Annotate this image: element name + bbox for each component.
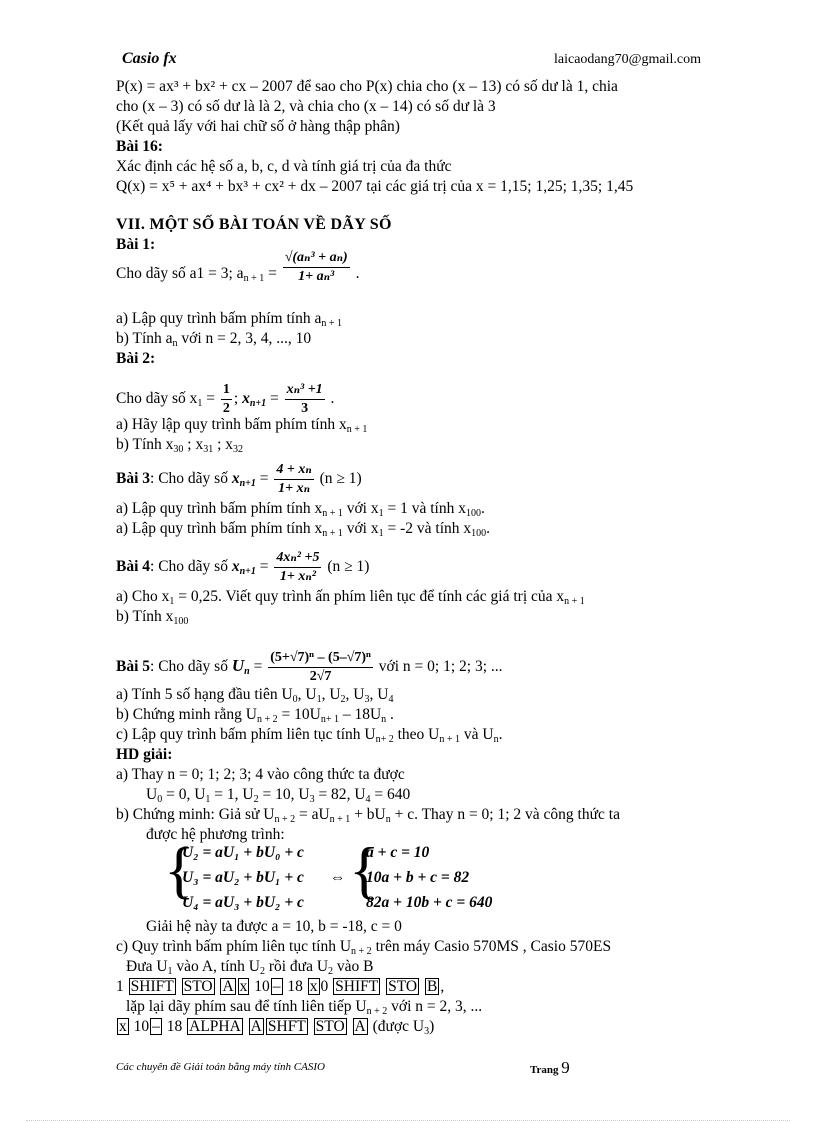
key-sto: STO [388, 978, 418, 995]
text: c) Quy trình bấm phím liên tục tính U [116, 938, 352, 955]
subscript: n [493, 734, 499, 745]
key-sequence-2 [116, 1018, 434, 1036]
text: lặp lại dãy phím sau để tính liên tiếp U [126, 998, 367, 1015]
subscript: 32 [233, 444, 244, 455]
text: : Cho dãy số [150, 658, 232, 676]
solution-part-c [116, 938, 611, 956]
key-sto: STO [183, 978, 213, 995]
text: – 18U [338, 706, 382, 723]
subscript: 0 [157, 794, 163, 805]
text: a) Tính 5 số hạng đầu tiên U [116, 686, 293, 703]
equals: = [264, 265, 281, 283]
bai4-part-b [116, 608, 188, 626]
bai4-part-a [116, 588, 585, 606]
solution-result: Giải hệ này ta được a = 10, b = -18, c = 0 [146, 918, 402, 935]
section-title: VII. MỘT SỐ BÀI TOÁN VỀ DÃY SỐ [116, 216, 392, 233]
denominator: 3 [301, 401, 309, 416]
subscript: 100 [471, 528, 487, 539]
subscript: 3 [309, 794, 315, 805]
subscript: 100 [173, 616, 189, 627]
subscript: 1 [378, 528, 384, 539]
solution-a-values: $U_0 = 0$, $U_1 = 1$, $U_2 = 10$, $U_3 = 82$, $U_4 = 640$ [146, 786, 411, 805]
text: a) Hãy lập quy trình bấm phím tính x [116, 416, 347, 433]
text: : Cho dãy số [150, 558, 232, 576]
condition: (n ≥ 1) [327, 558, 370, 576]
bai1-intro: Cho dãy số a1 = 3; $a_{n + 1}$ = $\frac{\text{√(aₙ³ + aₙ)}}{\text{1+ aₙ³}}$ . [116, 250, 360, 285]
subscript: 30 [173, 444, 184, 455]
solution-c-line-2 [126, 958, 374, 976]
key-minus: – [152, 1018, 160, 1035]
intro-line-2: cho (x – 3) có số dư là là 2, và chia cho (x – 14) có số dư là 3 [116, 98, 496, 115]
denominator: 2√7 [309, 669, 332, 684]
intro-line-1: P(x) = ax³ + bx² + cx – 2007 để sao cho P(x) chia cho (x – 13) có số dư là 1, chia [116, 78, 618, 95]
text: theo U [393, 726, 440, 743]
bai5-part-b: b) Chứng minh rằng $U_{n + 2} = 10U_{n+ 1} - 18U_n$ . [116, 706, 394, 725]
key-a: A [222, 978, 234, 995]
text: b) Tính x [116, 608, 174, 625]
subscript: n + 1 [439, 734, 460, 745]
key-multiply: x [119, 1018, 127, 1035]
key-sto: STO [315, 1018, 345, 1035]
subscript: 2 [340, 694, 346, 705]
key-shift: SHIFT [335, 978, 379, 995]
key-multiply: x [239, 978, 248, 995]
denominator: 1+ xₙ [278, 481, 310, 496]
footer-title: Các chuyên đề Giải toán bằng máy tính CASIO [116, 1061, 325, 1073]
key-sequence-1 [116, 978, 444, 996]
text: = -2 và tính x [383, 520, 472, 537]
bai3-intro: Bài 3: Cho dãy số $x_{n+1}$ = $\frac{\text{4 + xₙ}}{\text{1+ xₙ}}$ (n ≥ 1) [116, 462, 362, 496]
subscript: 2 [253, 794, 259, 805]
left-brace-icon: { [164, 834, 195, 905]
numerator: √(aₙ³ + aₙ) [283, 250, 350, 268]
bai3-formula [274, 462, 313, 497]
subscript: n + 1 [329, 814, 351, 825]
text: Cho dãy số x [116, 390, 198, 408]
text: b) Tính x [116, 436, 174, 453]
text: = 10U [277, 706, 321, 723]
text: = 1 và tính x [383, 500, 466, 517]
key-b: B [427, 978, 438, 995]
text: : Cho dãy số [150, 470, 232, 488]
numerator: (5+√7)ⁿ – (5–√7)ⁿ [268, 650, 373, 668]
key-minus: – [272, 978, 281, 995]
key-alpha: ALPHA [189, 1018, 241, 1035]
text: b) Chứng minh: Giả sử U [116, 806, 275, 823]
subscript: n + 1 [564, 596, 585, 607]
subscript: 1 [167, 966, 173, 977]
subscript: 1 [169, 596, 175, 607]
subscript: n [172, 338, 178, 349]
key-a: A [250, 1018, 262, 1035]
bai2-part-a [116, 416, 367, 434]
intro-line-3: (Kết quả lấy với hai chữ số ở hàng thập phân) [116, 118, 400, 135]
key-text: 10 [254, 978, 270, 995]
repeat-line [126, 998, 482, 1016]
text: và U [460, 726, 494, 743]
value: = 82 [314, 786, 347, 803]
system-right-row: 10a + b + c = 82 [366, 869, 470, 886]
system-right-row: a + c = 10 [366, 844, 430, 861]
solution-title: HD giải: [116, 746, 173, 763]
header-title: Casio fx [122, 50, 177, 67]
numerator: 4 + xₙ [274, 462, 313, 480]
subscript: 1 [316, 694, 322, 705]
text: (được U [368, 1018, 425, 1035]
key-text: 18 [166, 1018, 183, 1035]
text: Đưa U [126, 958, 168, 975]
bai1-formula [283, 250, 350, 285]
key-text: 18 [287, 978, 303, 995]
condition: (n ≥ 1) [319, 470, 362, 488]
text: = 0,25. Viết quy trình ấn phím liên tục để tính các giá trị của x [174, 588, 565, 605]
text: , [440, 978, 445, 995]
text: ) [429, 1018, 435, 1035]
system-left-row: U₂ = aU₁ + bU₀ + c [182, 844, 304, 861]
bai4-intro: Bài 4: Cho dãy số $x_{n+1}$ = $\frac{\text{4xₙ² +5}}{\text{1+ xₙ²}}$ (n ≥ 1) [116, 550, 370, 584]
system-right-row: 82a + 10b + c = 640 [366, 894, 493, 911]
subscript: 2 [259, 966, 265, 977]
subscript: n + 1 [243, 273, 265, 285]
denominator: 1+ xₙ² [279, 569, 316, 584]
numerator: 1 [221, 382, 232, 400]
equivalence-icon: ⇔ [330, 869, 346, 886]
bai5-part-a: a) Tính 5 số hạng đầu tiên $U_0$, $U_1$, $U_2$, $U_3$, $U_4$ [116, 686, 394, 705]
bai2-title: Bài 2: [116, 350, 156, 367]
text: a) Lập quy trình bấm phím tính x [116, 520, 323, 537]
page-number [530, 1058, 570, 1078]
bai16-title: Bài 16: [116, 138, 163, 155]
subscript: n+ 2 [375, 734, 394, 745]
key-text: 10 [133, 1018, 150, 1035]
bai2-intro: Cho dãy số $x_1$ = $\frac{1}{2}$ ; $x_{n+1}$ = $\frac{\text{xₙ³ +1}}{3}$ . [116, 382, 335, 416]
value: = 0 [162, 786, 187, 803]
bai3-title: Bài 3 [116, 470, 151, 488]
bai4-formula [274, 550, 321, 585]
value: = 10 [258, 786, 291, 803]
bai16-line-1: Xác định các hệ số a, b, c, d và tính giá trị của đa thức [116, 158, 452, 175]
system-left-row: U₃ = aU₂ + bU₁ + c [182, 869, 304, 886]
text: với x [342, 500, 379, 517]
subscript: 1 [197, 398, 203, 410]
subscript: 4 [388, 694, 394, 705]
key-text: 0 [320, 978, 329, 995]
subscript: n + 1 [346, 424, 368, 435]
subscript: n + 1 [321, 318, 342, 329]
page-label: Trang [530, 1064, 562, 1076]
bai3-part-b: a) Lập quy trình bấm phím tính $x_{n + 1}$ với $x_1 = -2$ và tính $x_{100}$. [116, 520, 491, 539]
solution-part-b [116, 806, 620, 824]
subscript: 4 [365, 794, 371, 805]
solution-b-line-2: được hệ phương trình: [146, 826, 285, 843]
subscript: n [381, 714, 387, 725]
text: với n = 2, 3, ... [387, 998, 483, 1015]
right-brace-icon: { [349, 834, 380, 905]
bai1-part-a [116, 310, 342, 328]
subscript: n + 2 [274, 814, 296, 825]
subscript: n+ 1 [320, 714, 339, 725]
page-value: 9 [561, 1058, 570, 1077]
key-multiply: x [309, 978, 318, 995]
key-shift: SHFT [267, 1018, 306, 1035]
subscript: n + 2 [257, 714, 278, 725]
subscript: 100 [465, 508, 481, 519]
key-text: 1 [116, 978, 124, 995]
bai16-line-2: Q(x) = x⁵ + ax⁴ + bx³ + cx² + dx – 2007 tại các giá trị của x = 1,15; 1,25; 1,35; 1,45 [116, 178, 634, 195]
text: b) Tính a [116, 330, 173, 347]
bai2-formula [285, 382, 325, 417]
bai4-title: Bài 4 [116, 558, 151, 576]
subscript: n + 1 [322, 508, 343, 519]
subscript: 31 [203, 444, 214, 455]
bai3-part-a: a) Lập quy trình bấm phím tính $x_{n + 1}$ với $x_1 = 1$ và tính $x_{100}$. [116, 500, 485, 519]
text: trên máy Casio 570MS , Casio 570ES [371, 938, 612, 955]
subscript: n + 2 [351, 946, 372, 957]
bai1-part-b [116, 330, 311, 348]
bai1-intro-text: Cho dãy số a1 = 3; a [116, 265, 244, 283]
text: a) Cho x [116, 588, 170, 605]
text: a) Lập quy trình bấm phím tính x [116, 500, 323, 517]
subscript: 2 [328, 966, 334, 977]
value: = 1 [210, 786, 235, 803]
bai5-part-c: c) Lập quy trình bấm phím liên tục tính $U_{n+ 2}$ theo $U_{n + 1}$ và $U_n$. [116, 726, 503, 745]
bai5-formula [268, 650, 373, 685]
solution-part-a: a) Thay n = 0; 1; 2; 3; 4 vào công thức ta được [116, 766, 405, 783]
text: với n = 2, 3, 4, ..., 10 [177, 330, 312, 347]
bai5-title: Bài 5 [116, 658, 151, 676]
subscript: 3 [364, 694, 370, 705]
subscript: n [385, 814, 391, 825]
key-a: A [354, 1018, 366, 1035]
subscript: n + 1 [322, 528, 343, 539]
text: + bU [350, 806, 386, 823]
bai5-intro: Bài 5: Cho dãy số $U_n$ = $\frac{\text{(5+√7)ⁿ – (5–√7)ⁿ}}{2√7}$ với n = 0; 1; 2; 3; ... [116, 650, 503, 684]
subscript: 1 [378, 508, 384, 519]
text: với n = 0; 1; 2; 3; ... [374, 658, 503, 676]
denominator: 1+ aₙ³ [298, 269, 335, 284]
text: rồi đưa U [264, 958, 329, 975]
text: b) Chứng minh rằng U [116, 706, 257, 723]
subscript: 1 [205, 794, 211, 805]
text: a) Lập quy trình bấm phím tính a [116, 310, 322, 327]
text: + c. Thay n = 0; 1; 2 và công thức ta [390, 806, 620, 823]
denominator: 2 [222, 401, 230, 416]
bai1-title: Bài 1: [116, 236, 156, 253]
value: = 640 [370, 786, 411, 803]
subscript: 0 [292, 694, 298, 705]
numerator: xₙ³ +1 [285, 382, 325, 400]
text: vào B [333, 958, 374, 975]
system-left-row: U₄ = aU₃ + bU₂ + c [182, 894, 304, 911]
text: c) Lập quy trình bấm phím liên tục tính U [116, 726, 376, 743]
text: vào A, tính U [172, 958, 260, 975]
bai2-part-b: b) Tính $x_{30}$ ; $x_{31}$ ; $x_{32}$ [116, 436, 244, 455]
text: với x [342, 520, 379, 537]
text: = aU [295, 806, 330, 823]
numerator: 4xₙ² +5 [274, 550, 321, 568]
subscript: n + 2 [366, 1006, 388, 1017]
key-shift: SHIFT [130, 978, 174, 995]
page-border [26, 1120, 790, 1121]
x1-fraction [221, 382, 232, 417]
subscript: 3 [424, 1026, 430, 1037]
header-email: laicaodang70@gmail.com [553, 52, 701, 67]
